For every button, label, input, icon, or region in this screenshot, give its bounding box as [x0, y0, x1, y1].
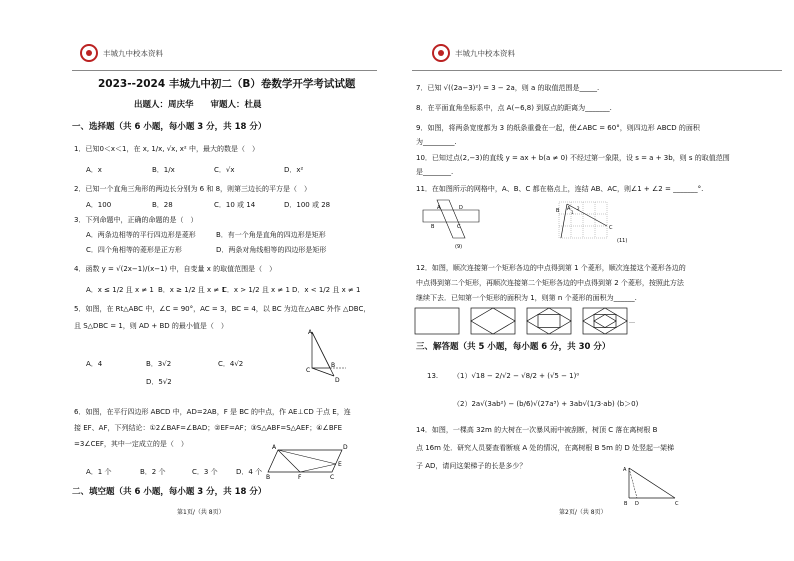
- question-5-line1: 5．如图，在 Rt△ABC 中，∠C = 90°，AC = 3，BC = 4，以 BC 为边在△ABC 外作 △DBC，: [74, 305, 371, 313]
- fig12-rect-2: [471, 308, 515, 334]
- q3-option-c: C．四个角相等的菱形是正方形: [86, 246, 182, 254]
- fig6-label-d: D: [343, 444, 348, 451]
- fig6-label-f: F: [298, 474, 302, 481]
- q1-option-b: B．1/x: [152, 166, 175, 174]
- q2-option-d: D．100 或 28: [284, 201, 331, 209]
- q6-option-a: A．1 个: [86, 468, 112, 476]
- fig9-label-d: D: [459, 205, 463, 211]
- question-1: 1．已知0＜x＜1，在 x, 1/x, √x, x² 中，最大的数是（ ）: [74, 145, 259, 153]
- section-title-choice: 一、选择题（共 6 小题，每小题 3 分，共 18 分）: [72, 122, 267, 132]
- fig14-label-c: C: [675, 501, 679, 507]
- question-12-line1: 12．如图，顺次连接第一个矩形各边的中点得到第 1 个菱形，顺次连接这个菱形各边的: [416, 264, 686, 272]
- question-7: 7．已知 √((2a−3)²) = 3 − 2a，则 a 的取值范围是_____.: [416, 84, 600, 92]
- header-rule: [412, 70, 782, 71]
- q3-option-a: A．两条边相等的平行四边形是菱形: [86, 231, 196, 239]
- q6-option-c: C．3 个: [192, 468, 218, 476]
- question-9-line2: 为_________.: [416, 138, 457, 146]
- fig11-caption: (11): [617, 238, 628, 244]
- fig11-label-b: B: [556, 208, 560, 214]
- q2-option-a: A．100: [86, 201, 112, 209]
- page-footer: 第1页/（共 8页）: [177, 509, 225, 516]
- q5-option-a: A．4: [86, 360, 103, 368]
- figure-q6: [266, 442, 350, 480]
- question-5-line2: 且 S△DBC = 1，则 AD + BD 的最小值是（ ）: [74, 322, 228, 330]
- q2-option-c: C．10 或 14: [214, 201, 256, 209]
- fig9-label-c: C: [457, 224, 461, 230]
- exam-title: 2023--2024 丰城九中初二（B）卷数学开学考试试题: [98, 78, 356, 90]
- question-2: 2．已知一个直角三角形的两边长分别为 6 和 8，则第三边长的平方是（ ）: [74, 185, 312, 193]
- question-12-line2: 中点得到第二个矩形，再顺次连接第二个矩形各边的中点得到第 2 个菱形，按照此方法: [416, 279, 684, 287]
- fig5-label-b: B: [331, 362, 336, 369]
- question-12-line3: 继续下去．已知第一个矩形的面积为 1，则第 n 个菱形的面积为______.: [416, 294, 637, 302]
- fig11-label-c: C: [609, 225, 613, 231]
- school-name: 丰城九中校本资料: [103, 48, 163, 58]
- q2-option-b: B．28: [152, 201, 173, 209]
- q3-option-b: B．有一个角是直角的四边形是矩形: [216, 231, 326, 239]
- school-seal-icon: [80, 44, 98, 62]
- q4-option-a: A．x ≤ 1/2 且 x ≠ 1: [86, 286, 154, 294]
- school-name: 丰城九中校本资料: [455, 48, 515, 58]
- figure-q14: [623, 466, 685, 506]
- fig11-angle-1: 1: [571, 210, 574, 215]
- fig5-label-a: A: [308, 329, 313, 336]
- fig11-label-a: A: [567, 206, 571, 212]
- fig12-rect-4: [583, 308, 627, 334]
- question-10-line2: 是________.: [416, 168, 454, 176]
- fig9-label-a: A: [437, 205, 441, 211]
- fig6-label-a: A: [272, 444, 277, 451]
- question-11: 11．在如图所示的网格中，A、B、C 都在格点上，连结 AB、AC，则∠1 + ∠2 = _______°.: [416, 185, 704, 193]
- fig9-caption: (9): [455, 244, 463, 250]
- question-6-line1: 6．如图，在平行四边形 ABCD 中，AD=2AB，F 是 BC 的中点，作 AE⊥CD 于点 E，连: [74, 408, 351, 416]
- q5-option-c: C．4√2: [218, 360, 244, 368]
- q4-option-d: D．x < 1/2 且 x ≠ 1: [292, 286, 361, 294]
- page-header: [80, 44, 163, 62]
- section-title-fill: 二、填空题（共 6 小题，每小题 3 分，共 18 分）: [72, 487, 267, 497]
- question-13-part2: （2）2a√(3ab²) − (b/6)√(27a³) + 3ab√(1/3·ab) (b＞0): [453, 400, 639, 408]
- fig14-label-b: B: [624, 501, 628, 507]
- page-footer: 第2页/（共 8页）: [559, 509, 607, 516]
- fig5-label-c: C: [306, 367, 311, 374]
- question-14-line2: 点 16m 处．研究人员要查看断痕 A 处的情况，在离树根 B 5m 的 D 处竖起一架梯: [416, 444, 675, 452]
- q1-option-a: A．x: [86, 166, 102, 174]
- question-10-line1: 10．已知过点(2,−3)的直线 y = ax + b(a ≠ 0) 不经过第一象限，设 s = a + 3b，则 s 的取值范围: [416, 154, 730, 162]
- page-header: [432, 44, 515, 62]
- question-8: 8．在平面直角坐标系中，点 A(−6,8) 到原点的距离为_______.: [416, 104, 612, 112]
- exam-page-right: [397, 0, 794, 561]
- fig14-label-d: D: [635, 501, 639, 507]
- fig12-ellipsis: …: [629, 318, 635, 325]
- question-14-line3: 子 AD，请问这架梯子的长是多少？: [416, 462, 527, 470]
- q5-option-d: D．5√2: [146, 378, 172, 386]
- fig6-label-b: B: [266, 474, 271, 481]
- figure-q12: [413, 306, 633, 336]
- q4-option-c: C．x > 1/2 且 x ≠ 1: [222, 286, 290, 294]
- school-seal-icon: [432, 44, 450, 62]
- question-13-part1: （1）√18 − 2/√2 − √8/2 + (√5 − 1)⁰: [453, 372, 580, 380]
- fig12-rect-3: [527, 308, 571, 334]
- header-rule: [72, 70, 377, 71]
- figure-q5: [300, 328, 360, 384]
- question-3: 3．下列命题中，正确的命题的是（ ）: [74, 216, 198, 224]
- q3-option-d: D．两条对角线相等的四边形是矩形: [216, 246, 327, 254]
- fig9-label-b: B: [431, 224, 435, 230]
- section-title-answer: 三、解答题（共 5 小题，每小题 6 分，共 30 分）: [416, 342, 611, 352]
- fig11-angle-2: 2: [577, 206, 580, 211]
- figure-q9: [419, 198, 485, 250]
- fig5-label-d: D: [335, 377, 340, 384]
- question-9-line1: 9．如图，将两条宽度都为 3 的纸条重叠在一起，使∠ABC = 60°，则四边形 ABCD 的面积: [416, 124, 700, 132]
- figure-q11: [555, 200, 635, 246]
- fig6-label-e: E: [338, 461, 342, 468]
- q4-option-b: B．x ≥ 1/2 且 x ≠ 1: [158, 286, 226, 294]
- q5-option-b: B．3√2: [146, 360, 172, 368]
- fig12-rect-1: [415, 308, 459, 334]
- q6-option-d: D．4 个: [236, 468, 263, 476]
- question-14-line1: 14．如图，一棵高 32m 的大树在一次暴风雨中被刮断，树顶 C 落在离树根 B: [416, 426, 658, 434]
- question-6-line2: 接 EF、AF，下列结论：①2∠BAF=∠BAD；②EF=AF；③S△ABF=S△AEF；④∠BFE: [74, 424, 343, 432]
- fig14-label-a: A: [623, 467, 627, 473]
- q1-option-c: C．√x: [214, 166, 235, 174]
- q1-option-d: D．x²: [284, 166, 304, 174]
- question-6-line3: =3∠CEF，其中一定成立的是（ ）: [74, 440, 188, 448]
- exam-authors: 出题人：周庆华 审题人：杜晨: [134, 100, 262, 110]
- question-13-number: 13.: [427, 372, 439, 380]
- q6-option-b: B．2 个: [140, 468, 166, 476]
- fig6-label-c: C: [330, 474, 335, 481]
- question-4: 4．函数 y = √(2x−1)/(x−1) 中，自变量 x 的取值范围是（ ）: [74, 265, 277, 273]
